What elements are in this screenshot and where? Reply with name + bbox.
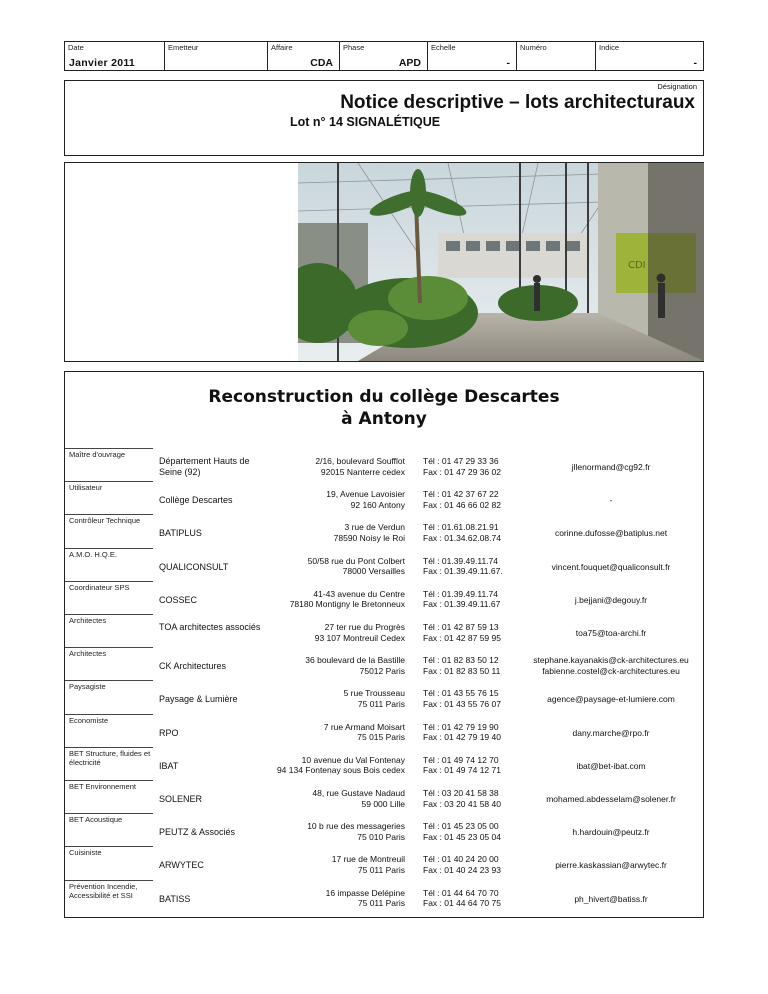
date-cell [65, 42, 165, 70]
address-line2: 75 011 Paris [357, 898, 405, 909]
contact-organization: BATIPLUS [159, 528, 202, 539]
numero-label: Numéro [520, 43, 547, 52]
contact-address [308, 556, 405, 577]
contact-role: Architectes [69, 616, 107, 625]
phone-number: Tél : 01 82 83 50 12 [423, 655, 499, 666]
phone-number: Tél : 01 42 87 59 13 [423, 622, 499, 632]
address-line1: 27 ter rue du Progrès [324, 622, 405, 632]
address-line1: 3 rue de Verdun [344, 522, 405, 533]
contact-phone [423, 755, 501, 776]
contact-email[interactable]: jllenormand@cg92.fr [571, 462, 651, 472]
echelle-cell [428, 42, 517, 70]
contact-address [305, 655, 405, 676]
row-separator [65, 548, 153, 549]
contact-role: BET Structure, fluides et électricité [69, 748, 151, 767]
address-line2: 92 160 Antony [350, 499, 405, 510]
row-separator [65, 780, 153, 781]
numero-cell [517, 42, 596, 70]
address-line2: 93 107 Montreuil Cedex [314, 632, 405, 643]
contact-address [315, 622, 405, 643]
address-line2: 78590 Noisy le Roi [333, 532, 405, 543]
address-line2: 75 015 Paris [357, 732, 405, 743]
phone-number: Tél : 01 45 23 05 00 [423, 821, 499, 832]
row-separator [65, 813, 153, 814]
contact-organization: Département Hauts de Seine (92) [159, 456, 250, 477]
fax-number: Fax : 01 45 23 05 04 [423, 831, 501, 842]
row-separator [65, 581, 153, 582]
phone-number: Tél : 01 43 55 76 15 [423, 688, 499, 699]
contact-row [65, 514, 703, 547]
contact-email[interactable]: stephane.kayanakis@ck-architectures.eu fabienne.costel@ck-architectures.eu [533, 655, 689, 676]
contact-email[interactable]: j.bejjani@degouy.fr [574, 594, 648, 605]
address-line2: 75 010 Paris [357, 831, 405, 842]
contact-phone [423, 688, 501, 709]
contact-email[interactable]: dany.marche@rpo.fr [572, 727, 650, 738]
row-separator [65, 614, 153, 615]
address-line1: 17 rue de Montreuil [331, 854, 405, 865]
contact-address [324, 722, 405, 743]
address-line2: 94 134 Fontenay sous Bois cedex [276, 765, 405, 776]
address-line2: 78000 Versailles [342, 566, 405, 577]
contact-role: Maître d'ouvrage [69, 450, 126, 459]
fax-number: Fax : 03 20 41 58 40 [423, 798, 501, 809]
phone-number: Tél : 01.39.49.11.74 [423, 555, 498, 566]
fax-number: Fax : 01 82 83 50 11 [423, 665, 501, 676]
title-block-header [64, 41, 704, 71]
affaire-cell [268, 42, 340, 70]
contact-row [65, 548, 703, 581]
contact-email[interactable]: pierre.kaskassian@arwytec.fr [555, 860, 667, 871]
row-separator [65, 714, 153, 715]
address-line2: 75012 Paris [359, 665, 405, 676]
contact-phone [423, 522, 501, 543]
contact-email[interactable]: ibat@bet-ibat.com [576, 760, 646, 771]
contact-row [65, 846, 703, 879]
address-line1: 10 b rue des messageries [307, 821, 405, 832]
row-separator [65, 448, 153, 449]
contact-organization: IBAT [159, 760, 179, 771]
contact-organization: Paysage & Lumière [159, 694, 238, 705]
svg-text:CDI: CDI [628, 260, 646, 271]
contact-row [65, 481, 703, 514]
contact-organization: COSSEC [159, 594, 198, 605]
contact-role: A.M.O. H.Q.E. [69, 549, 117, 559]
contact-address [326, 489, 405, 510]
contact-address [344, 688, 405, 709]
phone-number: Tél : 01 47 29 33 36 [423, 456, 499, 466]
contact-role: BET Acoustique [69, 815, 123, 825]
contact-phone [423, 556, 503, 577]
contact-email[interactable]: vincent.fouquet@qualiconsult.fr [551, 561, 671, 572]
contact-row [65, 448, 703, 481]
contact-role: Cuisiniste [69, 848, 102, 858]
contact-phone [423, 589, 500, 610]
contact-row [65, 714, 703, 747]
phase-value: APD [398, 57, 421, 69]
contact-organization: BATISS [159, 893, 191, 904]
phone-number: Tél : 01 42 79 19 90 [423, 721, 499, 732]
fax-number: Fax : 01 47 29 36 02 [423, 466, 501, 477]
contact-row [65, 813, 703, 846]
contact-organization: TOA architectes associés [159, 622, 261, 632]
contact-organization: Collège Descartes [159, 495, 233, 506]
contact-row [65, 614, 703, 647]
contact-phone [423, 456, 501, 477]
row-separator [65, 846, 153, 847]
contact-row [65, 880, 703, 913]
contact-address [326, 888, 405, 909]
contact-phone [423, 888, 501, 909]
phone-number: Tél : 01 42 37 67 22 [423, 489, 499, 500]
date-value: Janvier 2011 [69, 57, 136, 69]
contact-role: BET Environnement [69, 782, 136, 791]
contact-row [65, 647, 703, 680]
contact-email[interactable]: mohamed.abdesselam@solener.fr [546, 794, 676, 804]
fax-number: Fax : 01 43 55 76 07 [423, 698, 501, 709]
affaire-value: CDA [310, 57, 333, 69]
address-line2: 59 000 Lille [361, 798, 405, 809]
contact-phone [423, 722, 501, 743]
address-line1: 10 avenue du Val Fontenay [301, 754, 405, 765]
contact-role: Prévention Incendie, Accessibilité et SSI [69, 881, 138, 900]
phone-number: Tél : 03 20 41 58 38 [423, 788, 499, 798]
address-line2: 78180 Montigny le Bretonneux [289, 599, 405, 610]
contact-email[interactable]: - [609, 495, 613, 506]
address-line2: 75 011 Paris [357, 698, 405, 709]
fax-number: Fax : 01 49 74 12 71 [423, 765, 501, 776]
address-line1: 41-43 avenue du Centre [313, 588, 405, 599]
document-subtitle: Lot n° 14 SIGNALÉTIQUE [290, 115, 441, 129]
contact-address [315, 456, 405, 477]
phone-number: Tél : 01 40 24 20 00 [423, 854, 499, 865]
row-separator [65, 680, 153, 681]
contact-organization: QUALICONSULT [159, 561, 229, 572]
document-title: Notice descriptive – lots architecturaux [340, 92, 695, 113]
fax-number: Fax : 01 46 66 02 82 [423, 499, 501, 510]
contact-phone [423, 821, 501, 842]
contact-organization: RPO [159, 727, 179, 738]
indice-value: - [693, 57, 697, 69]
fax-number: Fax : 01.39.49.11.67. [423, 566, 503, 577]
contact-role: Paysagiste [69, 682, 106, 692]
contact-role: Utilisateur [69, 483, 103, 493]
phase-cell [340, 42, 428, 70]
indice-cell [596, 42, 703, 70]
contact-email[interactable]: ph_hivert@batiss.fr [574, 893, 648, 904]
contact-row [65, 747, 703, 780]
illustration-box [64, 162, 704, 362]
contact-phone [423, 788, 501, 809]
phone-number: Tél : 01 49 74 12 70 [423, 754, 499, 765]
address-line1: 48, rue Gustave Nadaud [312, 788, 405, 798]
contact-address [307, 821, 405, 842]
phone-number: Tél : 01.39.49.11.74 [423, 588, 498, 599]
contact-email[interactable]: toa75@toa-archi.fr [575, 628, 647, 638]
phone-number: Tél : 01 44 64 70 70 [423, 887, 499, 898]
contact-organization: ARWYTEC [159, 860, 204, 871]
address-line2: 92015 Nanterre cedex [320, 466, 405, 477]
fax-number: Fax : 01.34.62.08.74 [423, 532, 501, 543]
contact-email[interactable]: corinne.dufosse@batiplus.net [554, 528, 668, 539]
address-line1: 7 rue Armand Moisart [323, 721, 405, 732]
contact-address [312, 788, 405, 809]
contacts-box [64, 371, 704, 918]
affaire-label: Affaire [271, 43, 293, 52]
row-separator [65, 514, 153, 515]
contact-phone [423, 655, 500, 676]
address-line1: 19, Avenue Lavoisier [326, 489, 405, 500]
row-separator [65, 647, 153, 648]
emetteur-cell [165, 42, 268, 70]
address-line1: 16 impasse Delépine [325, 887, 405, 898]
contact-row [65, 680, 703, 713]
emetteur-label: Emetteur [168, 43, 199, 52]
contact-email[interactable]: h.hardouin@peutz.fr [572, 827, 650, 838]
project-title-line1: Reconstruction du collège Descartes [208, 387, 560, 407]
contact-role: Architectes [69, 649, 107, 659]
indice-label: Indice [599, 43, 620, 52]
contact-phone [423, 854, 501, 875]
contact-role: Coordinateur SPS [69, 582, 130, 592]
contact-phone [423, 622, 501, 643]
fax-number: Fax : 01.39.49.11.67 [423, 599, 501, 610]
address-line1: 2/16, boulevard Soufflot [315, 456, 405, 466]
contact-phone [423, 489, 501, 510]
contact-organization: CK Architectures [159, 661, 227, 672]
designation-box [64, 80, 704, 156]
contact-row [65, 780, 703, 813]
echelle-label: Echelle [431, 43, 456, 52]
address-line2: 75 011 Paris [357, 864, 405, 875]
contact-row [65, 581, 703, 614]
date-label: Date [68, 43, 84, 52]
contact-address [332, 854, 405, 875]
phase-label: Phase [343, 43, 365, 52]
contact-address [334, 522, 405, 543]
address-line1: 50/58 rue du Pont Colbert [307, 555, 405, 566]
designation-label: Désignation [657, 82, 697, 91]
fax-number: Fax : 01 40 24 23 93 [423, 864, 501, 875]
contact-email[interactable]: agence@paysage-et-lumiere.com [547, 694, 675, 705]
project-title [65, 386, 703, 430]
fax-number: Fax : 01 44 64 70 75 [423, 898, 501, 909]
row-separator [65, 880, 153, 881]
phone-number: Tél : 01.61.08.21.91 [423, 522, 499, 533]
contact-role: Economiste [69, 715, 109, 725]
contact-address [277, 755, 405, 776]
fax-number: Fax : 01 42 79 19 40 [423, 732, 501, 743]
fax-number: Fax : 01 42 87 59 95 [423, 632, 501, 643]
row-separator [65, 481, 153, 482]
echelle-value: - [506, 57, 510, 69]
contact-address [290, 589, 405, 610]
address-line1: 5 rue Trousseau [343, 688, 405, 699]
contact-role: Contrôleur Technique [69, 516, 141, 526]
atrium-rendering-image [298, 163, 704, 361]
row-separator [65, 747, 153, 748]
contact-organization: PEUTZ & Associés [159, 827, 236, 838]
project-title-line2: à Antony [341, 409, 427, 429]
contact-organization: SOLENER [159, 794, 203, 804]
address-line1: 36 boulevard de la Bastille [305, 655, 405, 666]
